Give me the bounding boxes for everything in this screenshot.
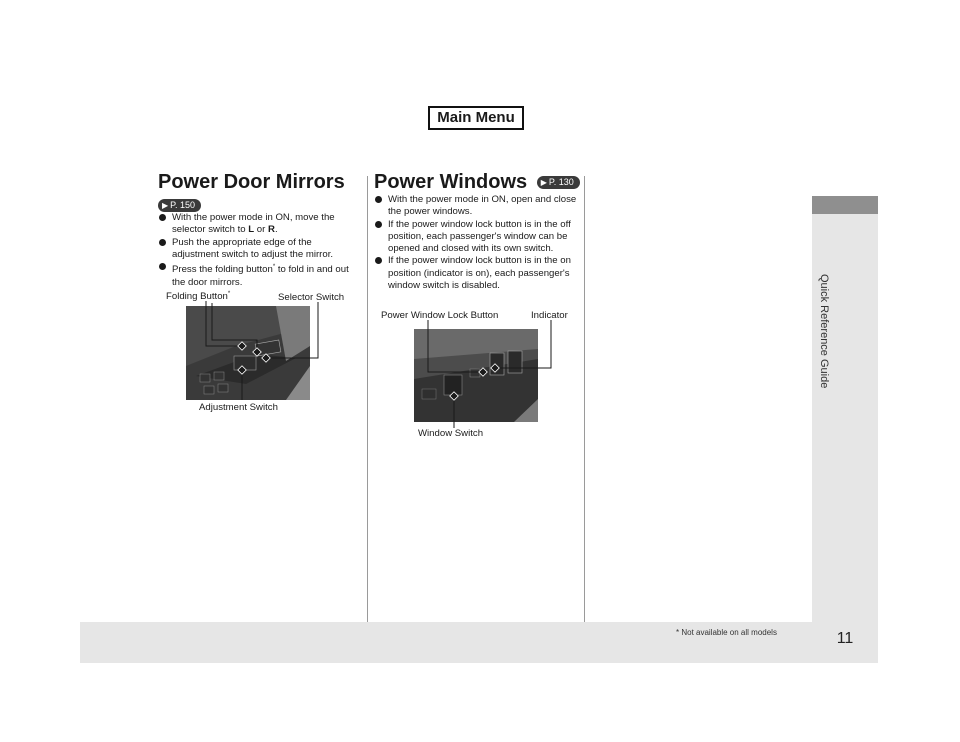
window-switch-photo [414, 329, 538, 422]
footnote: * Not available on all models [676, 628, 777, 637]
list-item: Push the appropriate edge of the adjustment switch to adjust the mirror. [158, 237, 356, 262]
main-menu-button[interactable]: Main Menu [428, 106, 524, 130]
list-item: Press the folding button* to fold in and out the door mirrors. [158, 261, 356, 289]
mirrors-title: Power Door Mirrors [158, 171, 345, 193]
column-divider [367, 176, 368, 622]
list-item: With the power mode in ON, move the selector switch to L or R. [158, 212, 356, 237]
list-item: If the power window lock button is in the off position, each passenger's window can be opened and closed with its own switch. [374, 219, 578, 256]
side-tab-marker [812, 196, 878, 214]
windows-title: Power Windows ▶ P. 130 [374, 171, 580, 194]
list-item: With the power mode in ON, open and close the power windows. [374, 194, 578, 219]
mirror-switch-illustration [186, 306, 310, 400]
page-number: 11 [836, 630, 854, 647]
callout-window-switch: Window Switch [418, 428, 484, 439]
window-switch-illustration [414, 329, 538, 422]
page-ref-arrow-icon: ▶ [162, 201, 169, 211]
callout-power-window-lock-button: Power Window Lock Button [381, 310, 499, 321]
callout-indicator: Indicator [531, 310, 568, 321]
column-divider [584, 176, 585, 622]
mirror-switch-photo [186, 306, 310, 400]
callout-selector-switch: Selector Switch [278, 292, 345, 303]
windows-page-ref[interactable]: ▶ P. 130 [537, 176, 580, 189]
mirrors-bullets [158, 212, 356, 289]
page-ref-arrow-icon: ▶ [540, 178, 547, 188]
windows-bullets [374, 194, 578, 292]
mirrors-page-ref[interactable]: ▶ P. 150 [158, 199, 201, 212]
side-tab-label: Quick Reference Guide [818, 273, 830, 389]
callout-folding-button: Folding Button* [166, 291, 231, 303]
callout-adjustment-switch: Adjustment Switch [199, 402, 278, 413]
list-item: If the power window lock button is in the on position (indicator is on), each passenger's window switch is disabled. [374, 255, 578, 292]
